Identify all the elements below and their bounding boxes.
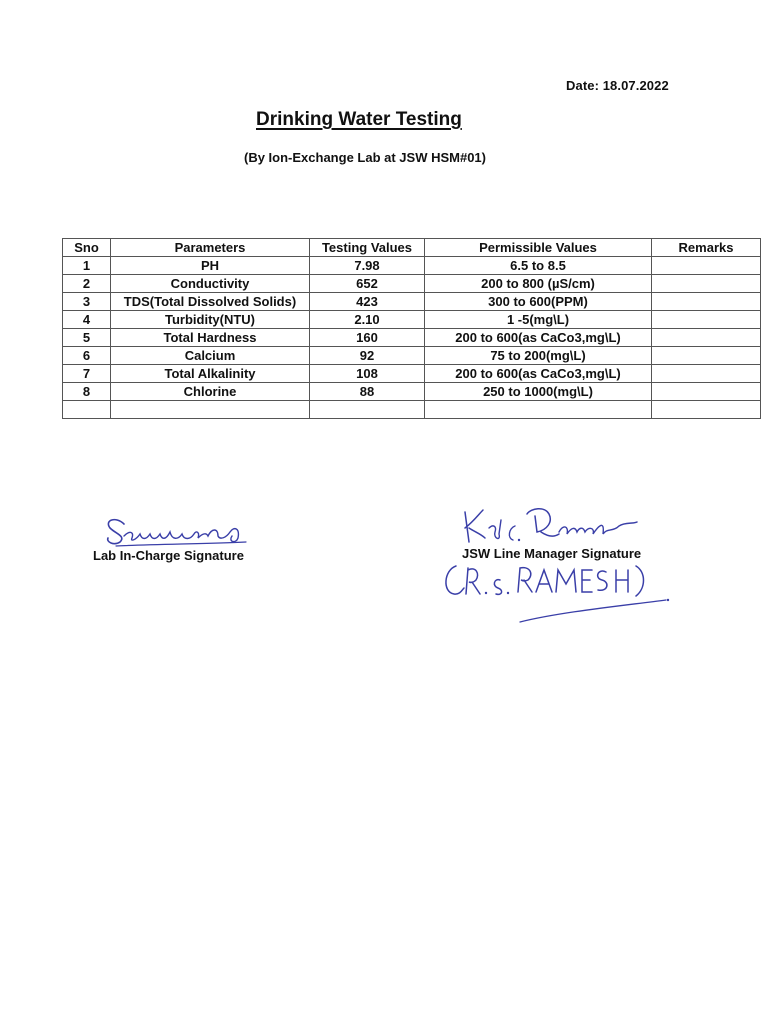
cell-value: 7.98	[310, 257, 425, 275]
cell-remarks	[652, 257, 761, 275]
cell-parameter: Conductivity	[111, 275, 310, 293]
table-row	[63, 275, 761, 293]
cell-permissible: 6.5 to 8.5	[425, 257, 652, 275]
cell-sno: 6	[63, 347, 111, 365]
cell-empty	[310, 401, 425, 419]
document-subtitle: (By Ion-Exchange Lab at JSW HSM#01)	[244, 150, 486, 165]
cell-permissible: 250 to 1000(mg\L)	[425, 383, 652, 401]
cell-parameter: Total Alkalinity	[111, 365, 310, 383]
cell-empty	[652, 401, 761, 419]
cell-permissible: 300 to 600(PPM)	[425, 293, 652, 311]
cell-parameter: Turbidity(NTU)	[111, 311, 310, 329]
cell-sno: 2	[63, 275, 111, 293]
cell-remarks	[652, 347, 761, 365]
cell-sno: 3	[63, 293, 111, 311]
cell-empty	[63, 401, 111, 419]
cell-sno: 5	[63, 329, 111, 347]
cell-empty	[111, 401, 310, 419]
table-header-row	[63, 239, 761, 257]
cell-remarks	[652, 365, 761, 383]
cell-parameter: TDS(Total Dissolved Solids)	[111, 293, 310, 311]
table-row	[63, 329, 761, 347]
cell-parameter: Calcium	[111, 347, 310, 365]
cell-value: 108	[310, 365, 425, 383]
lab-in-charge-label: Lab In-Charge Signature	[93, 548, 244, 563]
header-testing-values: Testing Values	[310, 239, 425, 257]
line-manager-signature	[455, 498, 645, 548]
line-manager-handwritten-name	[440, 560, 680, 635]
cell-empty	[425, 401, 652, 419]
header-parameters: Parameters	[111, 239, 310, 257]
document-date: Date: 18.07.2022	[566, 78, 669, 93]
header-sno: Sno	[63, 239, 111, 257]
cell-parameter: PH	[111, 257, 310, 275]
header-remarks: Remarks	[652, 239, 761, 257]
cell-remarks	[652, 275, 761, 293]
cell-remarks	[652, 383, 761, 401]
cell-sno: 1	[63, 257, 111, 275]
cell-value: 652	[310, 275, 425, 293]
table-row	[63, 365, 761, 383]
header-permissible-values: Permissible Values	[425, 239, 652, 257]
table-row	[63, 257, 761, 275]
cell-value: 92	[310, 347, 425, 365]
cell-value: 423	[310, 293, 425, 311]
cell-sno: 7	[63, 365, 111, 383]
cell-permissible: 200 to 600(as CaCo3,mg\L)	[425, 329, 652, 347]
cell-permissible: 200 to 600(as CaCo3,mg\L)	[425, 365, 652, 383]
cell-value: 2.10	[310, 311, 425, 329]
table-row-empty	[63, 401, 761, 419]
table-row	[63, 383, 761, 401]
lab-in-charge-signature	[96, 510, 266, 550]
cell-parameter: Total Hardness	[111, 329, 310, 347]
cell-sno: 4	[63, 311, 111, 329]
cell-remarks	[652, 311, 761, 329]
cell-permissible: 75 to 200(mg\L)	[425, 347, 652, 365]
table-row	[63, 347, 761, 365]
cell-permissible: 1 -5(mg\L)	[425, 311, 652, 329]
cell-remarks	[652, 329, 761, 347]
table-row	[63, 293, 761, 311]
cell-remarks	[652, 293, 761, 311]
cell-permissible: 200 to 800 (µS/cm)	[425, 275, 652, 293]
line-manager-label: JSW Line Manager Signature	[462, 546, 642, 561]
document-title: Drinking Water Testing	[256, 109, 462, 130]
cell-value: 160	[310, 329, 425, 347]
water-test-table	[62, 238, 761, 419]
cell-value: 88	[310, 383, 425, 401]
cell-sno: 8	[63, 383, 111, 401]
cell-parameter: Chlorine	[111, 383, 310, 401]
table-row	[63, 311, 761, 329]
